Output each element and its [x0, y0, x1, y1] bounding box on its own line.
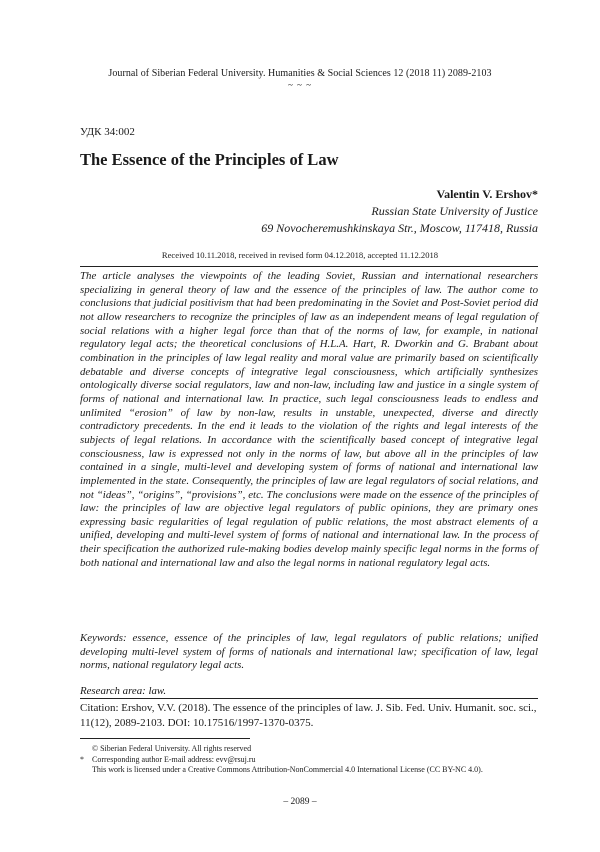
citation: Citation: Ershov, V.V. (2018). The essence of the principles of law. J. Sib. Fed. Univ. Humanit. soc. sci., 11(12), 2089-2103. DOI: 10.17516/1997-1370-0375. — [80, 702, 537, 729]
author-block — [261, 186, 538, 237]
footnote-license — [80, 765, 560, 776]
page-number: – 2089 – — [283, 797, 317, 807]
keywords-text: Keywords: essence, essence of the principles of law, legal regulators of public relations; unified developing multi-level system of forms of nationals and international law; specification of law, legal norms, national regulatory legal acts. — [80, 632, 538, 672]
footnote-copyright — [80, 744, 560, 755]
keywords — [80, 632, 538, 673]
abstract-top-rule — [80, 266, 538, 267]
author-name: Valentin V. Ershov* — [436, 187, 538, 201]
citation-top-rule — [80, 698, 538, 699]
footnotes — [80, 744, 560, 776]
udk-code: УДК 34:002 — [80, 126, 135, 138]
footnote-asterisk: * — [80, 754, 84, 764]
corresponding-text: Corresponding author E-mail address: evv@rsuj.ru — [92, 754, 256, 764]
research-area: Research area: law. — [80, 685, 167, 697]
received-dates: Received 10.11.2018, received in revised form 04.12.2018, accepted 11.12.2018 — [161, 250, 439, 260]
footnote-corresponding — [80, 755, 560, 766]
header-ornament: ~ ~ ~ — [287, 80, 313, 90]
journal-header: Journal of Siberian Federal University. Humanities & Social Sciences 12 (2018 11) 2089-2103 — [108, 68, 492, 79]
footnote-rule — [80, 738, 250, 739]
copyright-text: © Siberian Federal University. All rights reserved — [92, 744, 252, 753]
abstract — [80, 270, 538, 570]
affiliation-address: 69 Novocheremushkinskaya Str., Moscow, 117418, Russia — [261, 221, 538, 235]
license-text: This work is licensed under a Creative Commons Attribution-NonCommercial 4.0 International License (CC BY-NC 4.0). — [92, 765, 483, 774]
abstract-text: The article analyses the viewpoints of the leading Soviet, Russian and international researchers specializing in general theory of law and the essence of the principles of law. The author come to conclusions that judicial positivism that had been predominating in the Soviet and Post-Soviet period did not allow researchers to recognize the principles of law as an independent means of legal regulation of social relations with a higher legal force than that of the norms of law, for example, in national regulatory legal acts; the theoretical conclusions of H.L.A. Hart, R. Dworkin and G. Brabant about combination in the principles of law legal reality and moral value are primarily based on scientifically debatable and diverse concepts of integrative legal consciousness, which artificially synthesizes ontologically diverse social regulators, law and non-law, including law and justice in a single system of forms of national and international law. In practice, such legal consciousness leads to endless and unlimited “erosion” of law by non-law, results in unstable, unexpected, diverse and directly contradictory precedents. In the end it leads to the violation of the rights and legal interests of the subjects of legal relations. In accordance with the scientifically based concept of integrative legal consciousness, law is expressed not only in the norms of law, but above all in the principles of law contained in a single, multi-level and developing system of forms of national and international law implemented in the state. Consequently, the principles of law are legal regulators of social relations, and not “ideas”, “origins”, “provisions”, etc. The conclusions were made on the essence of the principles of law: the principles of law are objective legal regulators of public opinions, they are primary ones expressing basic regularities of legal regulation of public relations, the most abstract elements of a unified, developing and multi-level system of forms of national and international law. In the process of their specification the authorized rule-making bodies develop mainly specific legal norms in the forms of both national and international law and also the legal norms in national regulatory legal acts. — [80, 270, 538, 569]
affiliation-university: Russian State University of Justice — [371, 204, 538, 218]
article-title: The Essence of the Principles of Law — [80, 150, 339, 169]
